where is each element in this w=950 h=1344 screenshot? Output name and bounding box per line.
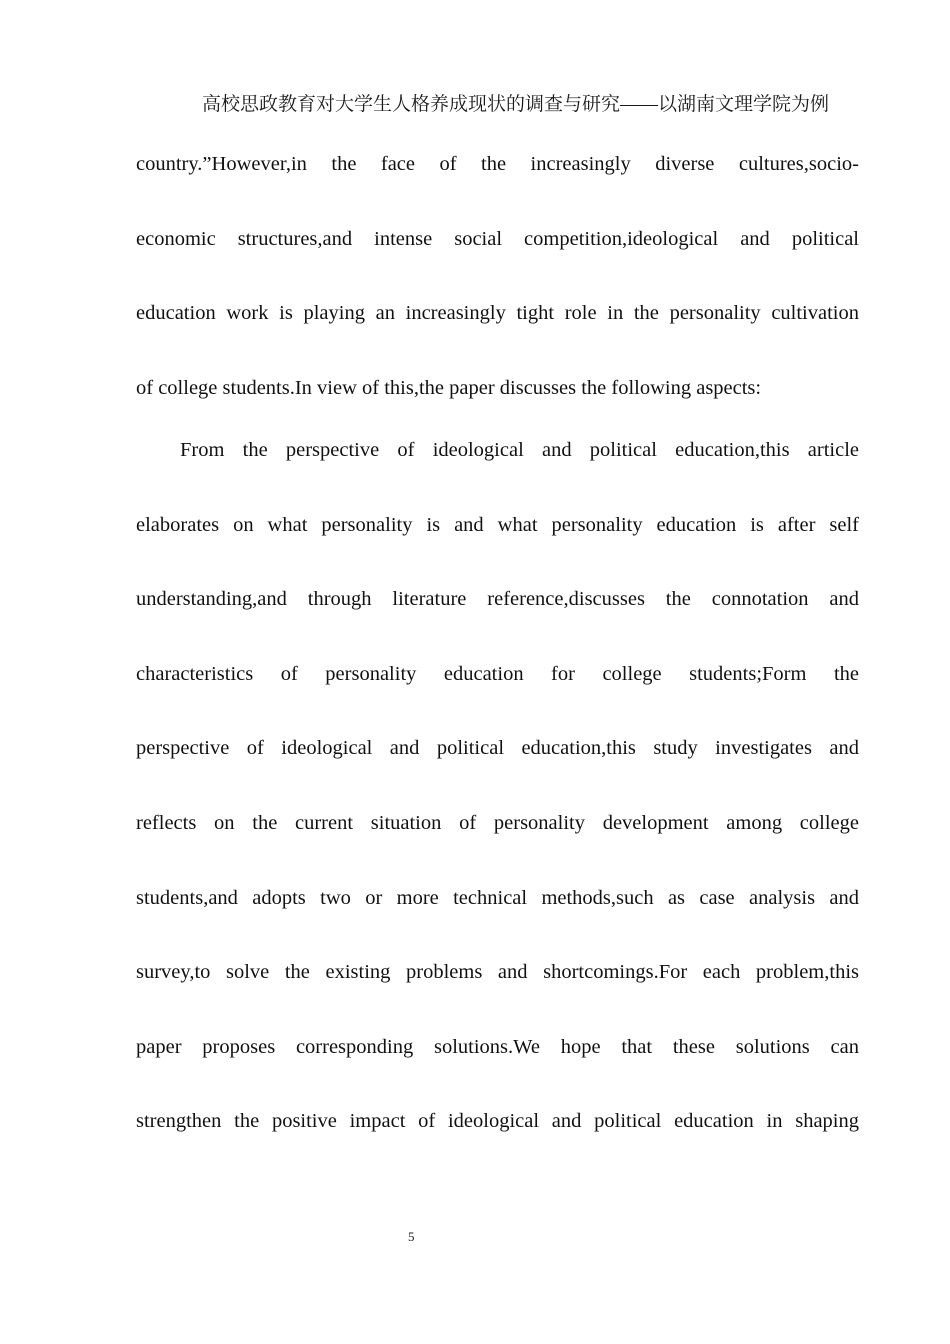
text-line: characteristics of personality education for college students;Form the — [136, 662, 859, 685]
text-line: perspective of ideological and political education,this study investigates and — [136, 737, 859, 760]
text-line: strengthen the positive impact of ideological and political education in shaping — [136, 1110, 859, 1133]
text-line: paper proposes corresponding solutions.We hope that these solutions can — [136, 1035, 859, 1058]
text-line: economic structures,and intense social competition,ideological and political — [136, 227, 859, 250]
text-line: of college students.In view of this,the paper discusses the following aspects: — [136, 376, 762, 399]
text-line: education work is playing an increasingly tight role in the personality cultivation — [136, 302, 859, 325]
text-line: elaborates on what personality is and what personality education is after self — [136, 513, 859, 536]
text-line: survey,to solve the existing problems and shortcomings.For each problem,this — [136, 961, 859, 984]
paragraph-1 — [136, 144, 859, 442]
text-line: students,and adopts two or more technical methods,such as case analysis and — [136, 886, 859, 909]
paragraph-2 — [136, 430, 859, 1176]
text-line: understanding,and through literature reference,discusses the connotation and — [136, 588, 859, 611]
page-number: 5 — [408, 1229, 415, 1244]
text-line: country.”However,in the face of the increasingly diverse cultures,socio- — [136, 153, 859, 175]
text-line: From the perspective of ideological and political education,this article — [180, 439, 859, 461]
running-header: 高校思政教育对大学生人格养成现状的调查与研究——以湖南文理学院为例 — [202, 94, 830, 115]
text-line: reflects on the current situation of personality development among college — [136, 811, 859, 834]
